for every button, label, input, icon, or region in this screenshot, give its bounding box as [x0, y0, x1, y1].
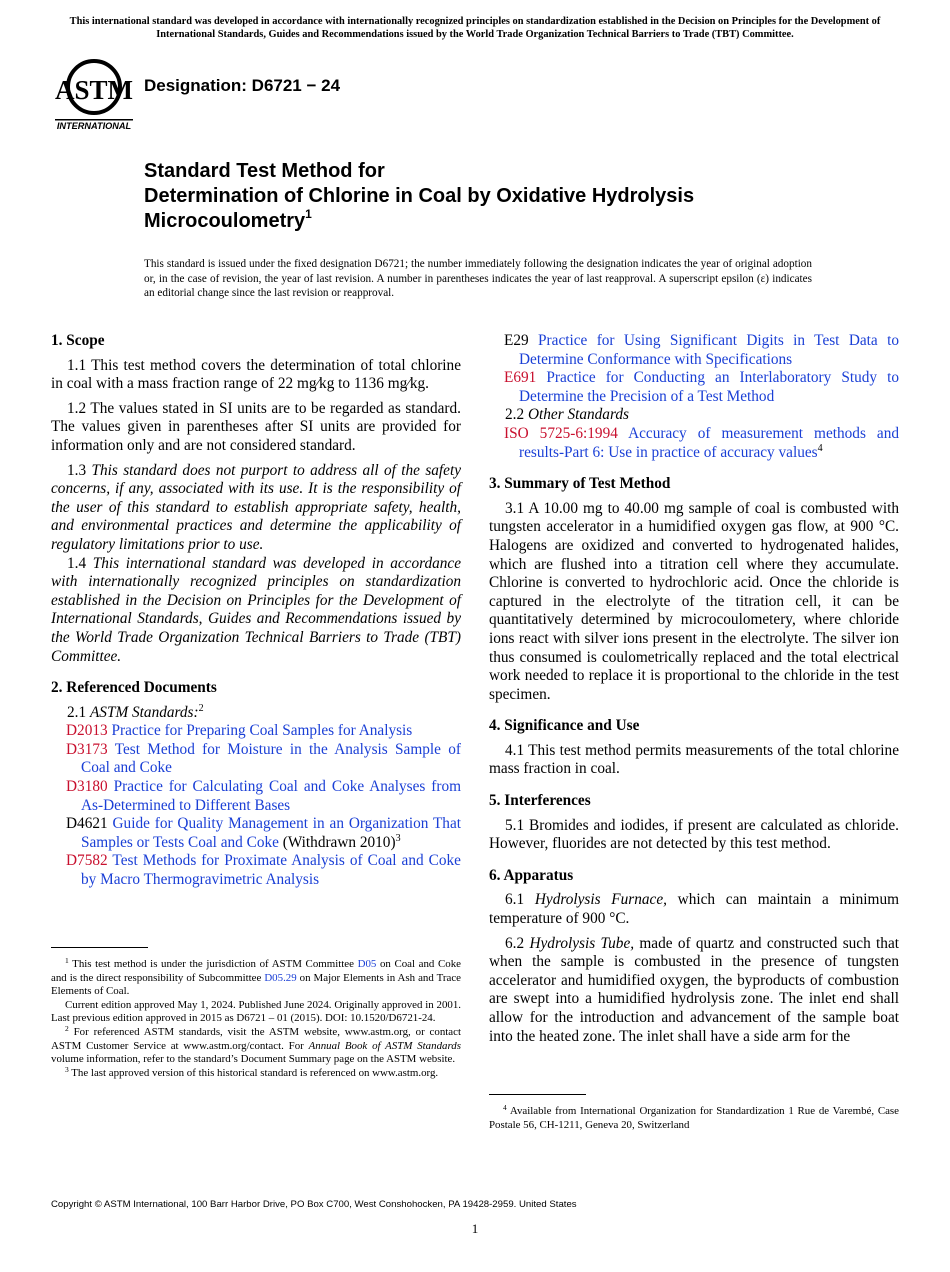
designation: Designation: D6721 − 24	[144, 76, 341, 95]
para-1-4: 1.4 This international standard was developed in accordance with internationally recognized principles on standardization established in the Decision on Principles for the Development of International Standards, Guides and Recommendations issued by the World Trade Organization Technical Barriers to Trade (TBT) Committee.	[51, 554, 461, 665]
para-6-2: 6.2 Hydrolysis Tube, made of quartz and constructed such that when the sample is combusted in the presence of tungsten accelerator and humidified oxygen, the byproducts of combustion are swept into a humidified hydrolysis zone. The inlet end shall allow for the introduction and advancement of the sample boat into the heated zone. The inlet shall have a side arm for the	[489, 934, 899, 1045]
title-line-3: Microcoulometry$^1$	[144, 207, 312, 232]
para-5-1: 5.1 Bromides and iodides, if present are calculated as chloride. However, fluorides are not detected by this test method.	[489, 816, 899, 853]
ref-title-link[interactable]: Guide for Quality Management in an Organization That Samples or Tests Coal and Coke	[81, 815, 461, 851]
left-column	[51, 332, 461, 890]
ref-code-link[interactable]: ISO 5725-6:1994	[504, 424, 618, 442]
section-referenced-heading: 2. Referenced Documents	[51, 679, 217, 697]
ref-code: D4621	[66, 815, 108, 833]
document-title	[144, 159, 864, 234]
ref-d4621: D4621 Guide for Quality Management in an Organization That Samples or Tests Coal and Coke (Withdrawn 2010)$^3$	[66, 815, 461, 851]
astm-logo	[52, 55, 136, 131]
subcommittee-link[interactable]: D05.29	[264, 971, 297, 984]
ref-title-link[interactable]: Practice for Preparing Coal Samples for Analysis	[111, 722, 413, 740]
ref-code-link[interactable]: D3173	[66, 740, 108, 758]
para-1-1: 1.1 This test method covers the determination of total chlorine in coal with a mass fraction range of 22 mg⁄kg to 1136 mg⁄kg.	[51, 356, 461, 393]
para-6-1: 6.1 Hydrolysis Furnace, which can maintain a minimum temperature of 900 °C.	[489, 891, 899, 928]
para-1-2: 1.2 The values stated in SI units are to be regarded as standard. The values given in parentheses after SI units are provided for information only and are not considered standard.	[51, 399, 461, 454]
ref-code-link[interactable]: E691	[504, 369, 537, 387]
section-interferences-heading: 5. Interferences	[489, 792, 591, 810]
copyright: Copyright © ASTM International, 100 Barr Harbor Drive, PO Box C700, West Conshohocken, PA 19428-2959. United States	[51, 1199, 577, 1210]
ref-d3173	[51, 741, 461, 778]
ref-d2013	[51, 722, 461, 741]
ref-e691	[489, 369, 899, 406]
ref-title-link[interactable]: Practice for Conducting an Interlaboratory Study to Determine the Precision of a Test Method	[519, 369, 900, 405]
ref-code-link[interactable]: D7582	[66, 852, 108, 870]
ref-title-link[interactable]: Accuracy of measurement methods and results-Part 6: Use in practice of accuracy values	[519, 424, 900, 461]
footnote-4: $^4$ Available from International Organization for Standardization 1 Rue de Varembé, Case Postale 56, CH-1211, Geneva 20, Switzerland	[489, 1103, 899, 1131]
section-significance-heading: 4. Significance and Use	[489, 717, 640, 735]
logo-letters: ASTM	[54, 75, 134, 105]
ref-title-link[interactable]: Practice for Calculating Coal and Coke Analyses from As-Determined to Different Bases	[81, 778, 461, 814]
right-column	[489, 332, 899, 1046]
ref-title-link[interactable]: Practice for Using Significant Digits in Test Data to Determine Conformance with Specifications	[519, 332, 899, 368]
footnote-3: $^3$ The last approved version of this historical standard is referenced on www.astm.org.	[65, 1064, 439, 1079]
logo-subtitle: INTERNATIONAL	[56, 121, 132, 131]
ref-iso-5725: ISO 5725-6:1994 Accuracy of measurement methods and results-Part 6: Use in practice of accuracy values$^4$	[504, 424, 900, 461]
footnote-1: $^1$ This test method is under the jurisdiction of ASTM Committee D05 on Coal and Coke and is the direct responsibility of Subcommittee D05.29 on Major Elements in Ash and Trace Elements of Coal.	[51, 956, 462, 998]
section-apparatus-heading: 6. Apparatus	[489, 866, 574, 884]
footnote-1-edition: Current edition approved May 1, 2024. Published June 2024. Originally approved in 2001. Last previous edition approved in 2015 as D6721 – 01 (2015). DOI: 10.1520/D6721-24.	[51, 998, 461, 1025]
ref-title-link[interactable]: Test Method for Moisture in the Analysis Sample of Coal and Coke	[81, 740, 461, 777]
footnote-2: $^2$ For referenced ASTM standards, visit the ASTM website, www.astm.org, or contact ASTM Customer Service at www.astm.org/contact. For Annual Book of ASTM Standards volume information, refer to the standard’s Document Summary page on the ASTM website.	[51, 1023, 461, 1066]
committee-link[interactable]: D05	[357, 958, 377, 970]
ref-code-link[interactable]: D2013	[66, 722, 108, 740]
ref-d7582	[51, 852, 461, 889]
para-3-1: 3.1 A 10.00 mg to 40.00 mg sample of coal is combusted with tungsten accelerator in a humidified oxygen gas flow, at 900 °C. Halogens are oxidized and converted to hydrogenated halides, which are flushed into a titration cell where they accumulate. Chlorine is converted to hydrochloric acid. Once the chloride is captured in the electrolyte of the titration cell, it can be quantitatively determined by microcoulometery, where chloride ions react with silver ions present in the electrolyte. The silver ion thus consumed is coulometrically replaced and the total electrical work needed to replace it is proportional to the chloride in the test specimen.	[489, 499, 899, 703]
top-notice: This international standard was developed in accordance with internationally recognized principles on standardization established in the Decision on Principles for the Development of International Standards, Guides and Recommendations issued by the World Trade Organization Technical Barriers to Trade (TBT) Committee.	[69, 16, 881, 40]
ref-e29	[489, 332, 899, 369]
para-2-2: 2.2 Other Standards	[505, 406, 629, 424]
footnotes-right	[489, 1094, 899, 1132]
para-1-3: 1.3 This standard does not purport to address all of the safety concerns, if any, associated with its use. It is the responsibility of the user of this standard to establish appropriate safety, health, and environmental practices and determine the applicability of regulatory limitations prior to use.	[51, 461, 462, 553]
section-summary-heading: 3. Summary of Test Method	[489, 475, 671, 493]
section-scope-heading: 1. Scope	[51, 332, 105, 349]
para-2-1: 2.1 ASTM Standards:$^2$	[67, 702, 204, 721]
para-4-1: 4.1 This test method permits measurements of the total chlorine mass fraction in coal.	[489, 741, 899, 778]
ref-d3180	[51, 778, 461, 815]
title-footnote-mark[interactable]: 1	[305, 207, 312, 221]
issue-note: This standard is issued under the fixed designation D6721; the number immediately following the designation indicates the year of original adoption or, in the case of revision, the year of last revision. A number in parentheses indicates the year of last reapproval. A superscript epsilon (ε) indicates an editorial change since the last revision or reapproval.	[144, 258, 812, 299]
title-line-1: Standard Test Method for	[144, 160, 385, 182]
footnotes-left	[51, 947, 461, 1080]
ref-title-link[interactable]: Test Methods for Proximate Analysis of Coal and Coke by Macro Thermogravimetric Analysis	[81, 852, 461, 889]
page-number: 1	[471, 1221, 479, 1236]
ref-code-link[interactable]: D3180	[66, 778, 108, 796]
title-line-2: Determination of Chlorine in Coal by Oxidative Hydrolysis	[144, 185, 695, 207]
ref-code: E29	[504, 332, 529, 349]
